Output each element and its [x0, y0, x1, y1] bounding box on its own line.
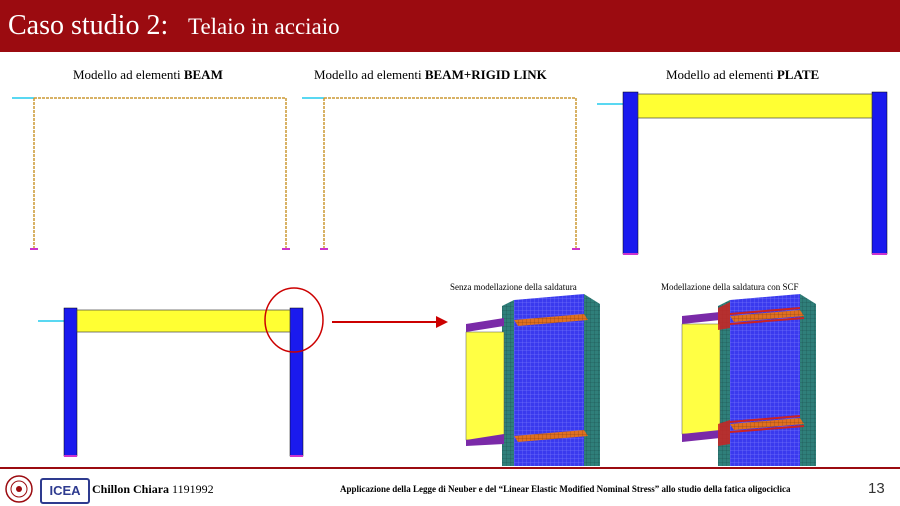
slide-header [0, 0, 900, 52]
label-plate-bold: PLATE [776, 67, 820, 82]
author-id: 1191992 [172, 482, 214, 496]
slide-subtitle: Telaio in acciaio [188, 14, 340, 39]
beam-model-frame [10, 92, 295, 254]
label-beam-prefix: Modello ad elementi [73, 67, 181, 82]
university-seal-logo [4, 474, 34, 504]
slide-title: Caso studio 2: [8, 10, 169, 41]
detail-arrow [330, 312, 450, 332]
detail-without-weld [462, 294, 612, 466]
detail-with-weld [678, 294, 828, 466]
plate-frame-highlighted [36, 284, 331, 459]
label-plate-model [666, 67, 819, 83]
label-rigid-model [314, 67, 547, 83]
author-name: Chillon Chiara [92, 482, 170, 496]
label-plate-prefix: Modello ad elementi [666, 67, 774, 82]
footer-author [92, 482, 214, 497]
label-rigid-prefix: Modello ad elementi [314, 67, 422, 82]
label-with-weld: Modellazione della saldatura con SCF [661, 282, 799, 292]
plate-model-frame [595, 88, 895, 256]
label-beam-model [73, 67, 223, 83]
footer-thesis-title: Applicazione della Legge di Neuber e del “Linear Elastic Modified Nominal Stress” allo studio della fatica oligociclica [340, 484, 791, 494]
label-rigid-bold: BEAM+RIGID LINK [424, 67, 547, 82]
label-beam-bold: BEAM [183, 67, 223, 82]
icea-logo: ICEA [40, 478, 90, 504]
rigid-model-frame [300, 92, 585, 254]
page-number: 13 [868, 480, 885, 497]
footer-divider [0, 467, 900, 469]
label-without-weld: Senza modellazione della saldatura [450, 282, 577, 292]
